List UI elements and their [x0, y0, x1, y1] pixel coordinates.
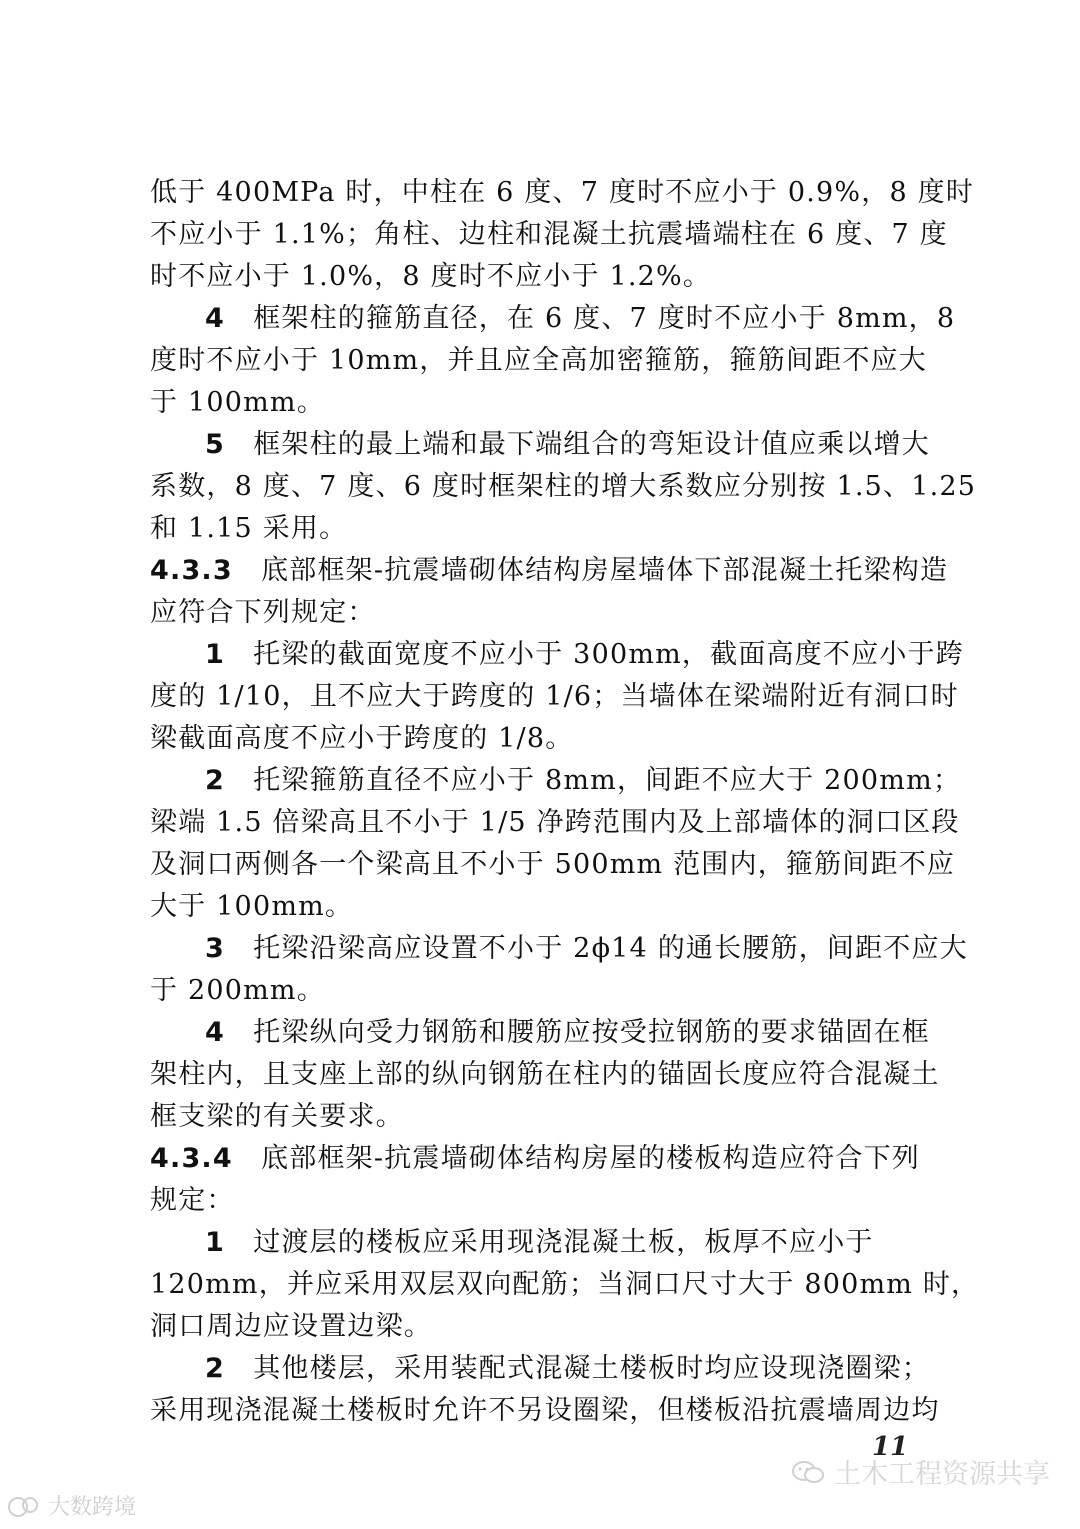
text-line — [150, 1310, 935, 1352]
text-line — [150, 806, 960, 848]
line-text: 度的 1/10，且不应大于跨度的 1/6；当墙体在梁端附近有洞口时 — [150, 681, 959, 712]
page-number: 11 — [872, 1432, 909, 1462]
line-text: 120mm，并应采用双层双向配筋；当洞口尺寸大于 800mm 时， — [150, 1269, 980, 1300]
line-text: 底部框架-抗震墙砌体结构房屋的楼板构造应符合下列 — [261, 1143, 921, 1174]
clause-number: 2 — [205, 765, 225, 796]
text-line — [150, 596, 935, 638]
watermark-left — [6, 1490, 136, 1521]
line-text: 不应小于 1.1%；角柱、边柱和混凝土抗震墙端柱在 6 度、7 度 — [150, 219, 948, 250]
text-line — [150, 890, 935, 932]
line-text: 框架柱的箍筋直径，在 6 度、7 度时不应小于 8mm，8 — [253, 303, 956, 334]
text-line — [150, 1016, 935, 1058]
line-text: 托梁沿梁高应设置不小于 2ϕ14 的通长腰筋，间距不应大 — [253, 933, 968, 964]
line-text: 框支梁的有关要求。 — [150, 1101, 404, 1132]
line-text: 洞口周边应设置边梁。 — [150, 1311, 432, 1342]
text-line — [150, 554, 949, 596]
line-text: 其他楼层，采用装配式混凝土楼板时均应设现浇圈梁； — [253, 1353, 931, 1384]
clause-number: 4.3.4 — [150, 1143, 233, 1174]
line-text: 采用现浇混凝土楼板时允许不另设圈梁，但楼板沿抗震墙周边均 — [150, 1395, 940, 1426]
document-body — [150, 176, 980, 1436]
text-line — [150, 260, 935, 302]
text-line — [150, 302, 956, 344]
text-line — [150, 764, 962, 806]
line-text: 规定： — [150, 1185, 235, 1216]
line-text: 底部框架-抗震墙砌体结构房屋墙体下部混凝土托梁构造 — [261, 555, 949, 586]
text-line — [150, 428, 935, 470]
text-line — [150, 344, 935, 386]
watermark-right — [790, 1452, 1050, 1491]
line-text: 托梁的截面宽度不应小于 300mm，截面高度不应小于跨 — [253, 639, 964, 670]
text-line — [150, 680, 959, 722]
line-text: 及洞口两侧各一个梁高且不小于 500mm 范围内，箍筋间距不应 — [150, 849, 956, 880]
line-text: 于 200mm。 — [150, 975, 325, 1006]
clause-number: 2 — [205, 1353, 225, 1384]
text-line — [150, 1226, 935, 1268]
line-text: 时不应小于 1.0%，8 度时不应小于 1.2%。 — [150, 261, 712, 292]
line-text: 和 1.15 采用。 — [150, 513, 348, 544]
text-line — [150, 512, 935, 554]
text-line — [150, 1100, 935, 1142]
weibo-like-icon — [6, 1493, 42, 1519]
line-text: 大于 100mm。 — [150, 891, 354, 922]
line-text: 梁端 1.5 倍梁高且不小于 1/5 净跨范围内及上部墙体的洞口区段 — [150, 807, 960, 838]
line-text: 框架柱的最上端和最下端组合的弯矩设计值应乘以增大 — [253, 429, 931, 460]
text-line — [150, 1268, 980, 1310]
text-line — [150, 176, 975, 218]
line-text: 低于 400MPa 时，中柱在 6 度、7 度时不应小于 0.9%，8 度时 — [150, 177, 975, 208]
clause-number: 4.3.3 — [150, 555, 233, 586]
line-text: 于 100mm。 — [150, 387, 325, 418]
text-line — [150, 1352, 935, 1394]
clause-number: 3 — [205, 933, 225, 964]
wechat-icon — [790, 1459, 826, 1485]
clause-number: 1 — [205, 1227, 225, 1258]
text-line — [150, 722, 935, 764]
text-line — [150, 386, 935, 428]
text-line — [150, 1058, 940, 1100]
text-line — [150, 470, 977, 512]
line-text: 系数，8 度、7 度、6 度时框架柱的增大系数应分别按 1.5、1.25 — [150, 471, 977, 502]
clause-number: 5 — [205, 429, 225, 460]
text-line — [150, 974, 935, 1016]
text-line — [150, 218, 948, 260]
clause-number: 4 — [205, 303, 225, 334]
line-text: 过渡层的楼板应采用现浇混凝土板，板厚不应小于 — [253, 1227, 874, 1258]
line-text: 托梁箍筋直径不应小于 8mm，间距不应大于 200mm； — [253, 765, 962, 796]
watermark-left-text: 大数跨境 — [48, 1495, 137, 1520]
line-text: 应符合下列规定： — [150, 597, 376, 628]
clause-number: 1 — [205, 639, 225, 670]
text-line — [150, 638, 964, 680]
line-text: 托梁纵向受力钢筋和腰筋应按受拉钢筋的要求锚固在框 — [253, 1017, 931, 1048]
text-line — [150, 848, 956, 890]
line-text: 架柱内，且支座上部的纵向钢筋在柱内的锚固长度应符合混凝土 — [150, 1059, 940, 1090]
clause-number: 4 — [205, 1017, 225, 1048]
watermark-right-text: 土木工程资源共享 — [834, 1459, 1050, 1490]
text-line — [150, 1184, 935, 1226]
text-line — [150, 932, 968, 974]
line-text: 度时不应小于 10mm，并且应全高加密箍筋，箍筋间距不应大 — [150, 345, 927, 376]
line-text: 梁截面高度不应小于跨度的 1/8。 — [150, 723, 574, 754]
text-line — [150, 1142, 935, 1184]
text-line — [150, 1394, 940, 1436]
